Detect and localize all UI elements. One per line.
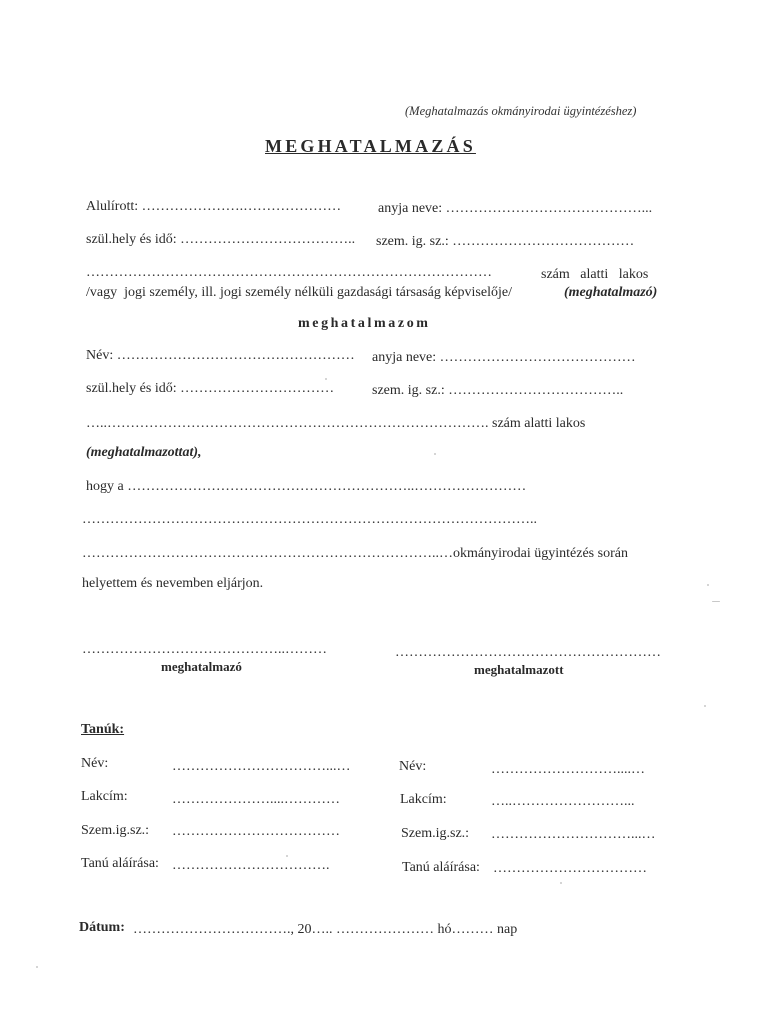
witness2-address-field[interactable]: …..……………………... xyxy=(491,794,635,809)
scan-speck xyxy=(560,882,562,884)
grantor-birth-field[interactable]: szül.hely és idő: ……………………………….. xyxy=(86,232,356,247)
witness1-signature-label: Tanú aláírása: xyxy=(81,856,159,871)
witness2-name-field[interactable]: ………………………....… xyxy=(491,762,645,777)
purpose-field-line2[interactable]: …………………………………………………………………………………….. xyxy=(82,512,537,527)
grantee-signature-label: meghatalmazott xyxy=(474,662,564,677)
grantee-role-label: (meghatalmazottat), xyxy=(86,445,202,460)
witness2-address-label: Lakcím: xyxy=(400,792,447,807)
witness1-name-field[interactable]: ……………………………...… xyxy=(172,759,351,774)
purpose-field-line3[interactable]: …………………………………………………………………..…okmányirodai ügyintézés során xyxy=(82,546,628,561)
section-subtitle: meghatalmazom xyxy=(298,316,431,331)
scan-speck xyxy=(712,601,720,602)
witness2-signature-label: Tanú aláírása: xyxy=(402,860,480,875)
scan-speck xyxy=(325,378,327,380)
witness1-address-label: Lakcím: xyxy=(81,789,128,804)
purpose-closing-text: helyettem és nevemben eljárjon. xyxy=(82,576,264,591)
grantee-address-field[interactable]: …..………………………………………………………………………. szám alatti lakos xyxy=(86,416,586,431)
witness2-id-label: Szem.ig.sz.: xyxy=(401,826,470,841)
grantor-address-field[interactable]: …………………………………………………………………………… xyxy=(86,265,492,280)
grantor-mother-name-field[interactable]: anyja neve: ……………………………………... xyxy=(378,201,653,216)
scan-speck xyxy=(707,584,709,586)
witness1-id-field[interactable]: ……………………………… xyxy=(172,824,340,839)
grantee-birth-field[interactable]: szül.hely és idő: …………………………… xyxy=(86,381,335,396)
grantee-signature-line[interactable]: ………………………………………………… xyxy=(395,645,661,660)
grantee-name-field[interactable]: Név: …………………………………………… xyxy=(86,348,355,363)
grantee-mother-name-field[interactable]: anyja neve: …………………………………… xyxy=(372,350,636,365)
grantee-id-field[interactable]: szem. ig. sz.: ……………………………….. xyxy=(372,383,624,398)
witness2-id-field[interactable]: …………………………...… xyxy=(491,827,656,842)
witness1-signature-field[interactable]: ……………………………. xyxy=(172,858,330,873)
grantor-role-label: (meghatalmazó) xyxy=(564,285,658,300)
witness1-id-label: Szem.ig.sz.: xyxy=(81,823,150,838)
scan-speck xyxy=(286,855,288,857)
scan-speck xyxy=(434,453,436,455)
grantor-id-field[interactable]: szem. ig. sz.: ………………………………… xyxy=(376,234,635,249)
page-title: MEGHATALMAZÁS xyxy=(265,136,476,156)
scan-speck xyxy=(36,966,38,968)
grantor-address-suffix: szám alatti lakos xyxy=(541,267,649,282)
date-field[interactable]: ……………………………., 20….. ………………… hó……… nap xyxy=(133,922,518,937)
witness1-address-field[interactable]: …………………....………… xyxy=(172,792,340,807)
grantor-name-field[interactable]: Alulírott: ………………….………………… xyxy=(86,199,342,214)
grantor-signature-label: meghatalmazó xyxy=(161,659,242,674)
witness2-name-label: Név: xyxy=(399,759,427,774)
witnesses-heading: Tanúk: xyxy=(81,722,125,737)
purpose-field-line1[interactable]: hogy a ……………………………………………………..…………………… xyxy=(86,479,527,494)
grantor-signature-line[interactable]: ……………………………………..……… xyxy=(82,642,327,657)
date-label: Dátum: xyxy=(79,920,125,935)
scan-speck xyxy=(704,705,706,707)
witness1-name-label: Név: xyxy=(81,756,109,771)
witness2-signature-field[interactable]: …………………………… xyxy=(493,861,647,876)
header-note: (Meghatalmazás okmányirodai ügyintézéshez) xyxy=(405,104,637,118)
grantor-legal-person-note: /vagy jogi személy, ill. jogi személy nélküli gazdasági társaság képviselője/ xyxy=(86,285,512,300)
